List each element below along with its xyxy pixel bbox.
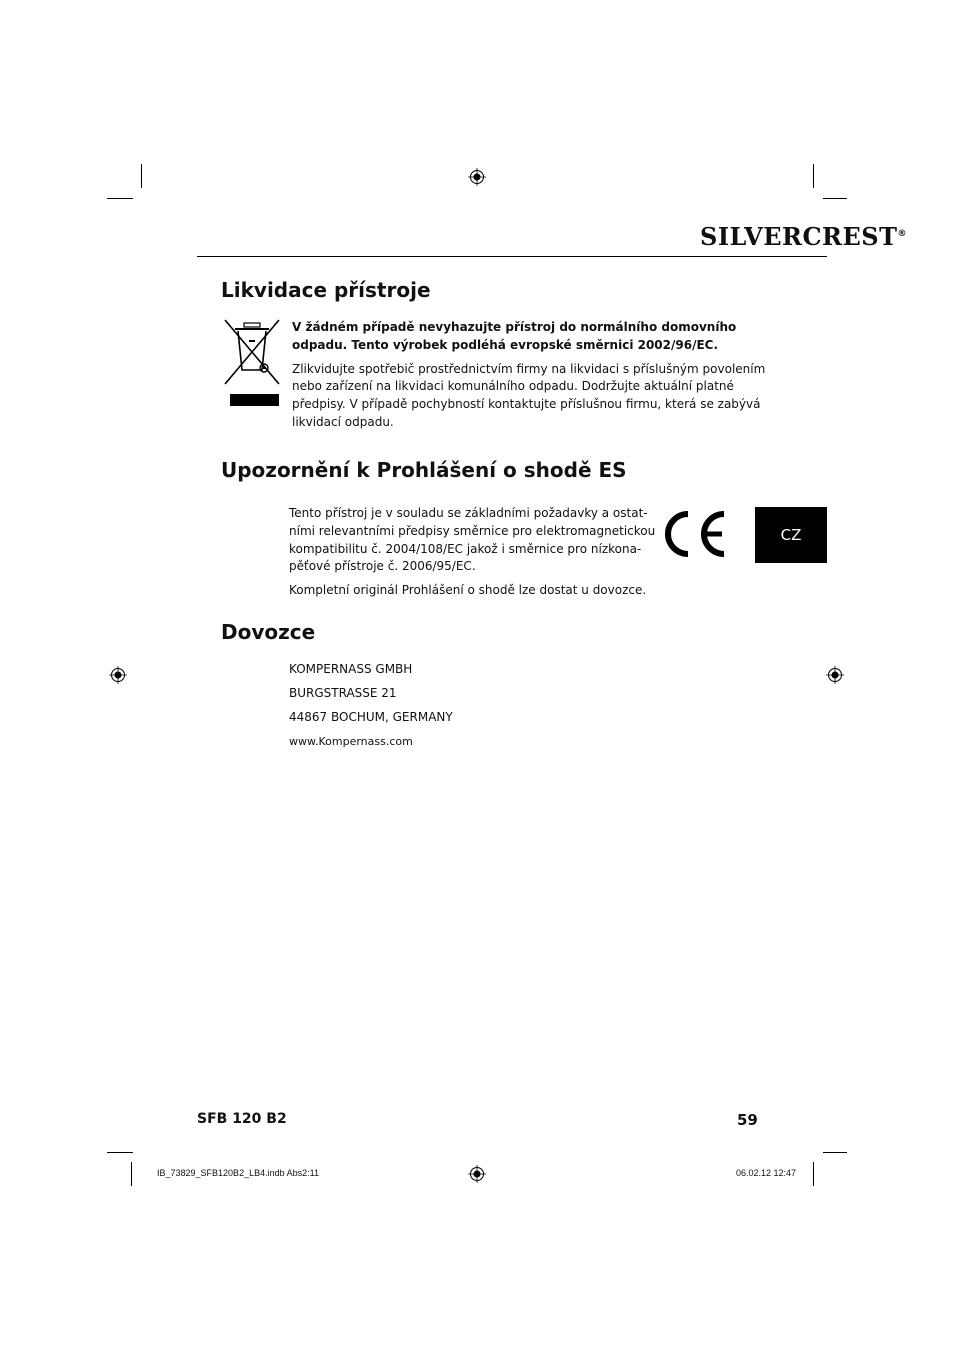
crop-mark xyxy=(141,164,142,188)
file-slug: IB_73829_SFB120B2_LB4.indb Abs2:11 xyxy=(157,1168,319,1178)
brand-logo xyxy=(700,222,907,251)
crop-mark xyxy=(107,1152,133,1153)
importer-title: Dovozce xyxy=(221,620,316,644)
disposal-body-line: předpisy. V případě pochybností kontaktujte příslušnou firmu, která se zabývá xyxy=(292,397,761,411)
header-rule xyxy=(197,256,827,257)
brand-logo-text: SILVERCREST xyxy=(700,222,898,251)
crossed-out-bin-icon xyxy=(222,318,282,408)
language-badge: CZ xyxy=(755,507,827,563)
importer-company: KOMPERNASS GMBH xyxy=(289,662,413,676)
conformity-note: Kompletní originál Prohlášení o shodě lze dostat u dovozce. xyxy=(289,583,647,597)
conformity-body-line: kompatibilitu č. 2004/108/EC jakož i směrnice pro nízkona- xyxy=(289,542,642,556)
conformity-body-line: pěťové přístroje č. 2006/95/EC. xyxy=(289,559,476,573)
disposal-body-line: nebo zařízení na likvidaci komunálního odpadu. Dodržujte aktuální platné xyxy=(292,379,734,393)
crop-mark xyxy=(131,1162,132,1186)
disposal-body-line: likvidací odpadu. xyxy=(292,415,394,429)
footer-model: SFB 120 B2 xyxy=(197,1111,287,1127)
disposal-title: Likvidace přístroje xyxy=(221,278,431,302)
crop-mark xyxy=(813,164,814,188)
conformity-body-line: Tento přístroj je v souladu se základními požadavky a ostat- xyxy=(289,506,648,520)
crop-mark xyxy=(823,198,847,199)
crop-mark xyxy=(107,198,133,199)
registration-mark-icon xyxy=(468,168,486,186)
importer-website: www.Kompernass.com xyxy=(289,735,413,748)
date-slug: 06.02.12 12:47 xyxy=(736,1168,797,1178)
disposal-warning-line: V žádném případě nevyhazujte přístroj do normálního domovního xyxy=(292,320,737,334)
crop-mark xyxy=(813,1162,814,1186)
importer-street: BURGSTRASSE 21 xyxy=(289,686,397,700)
importer-city: 44867 BOCHUM, GERMANY xyxy=(289,710,453,724)
conformity-body-line: ními relevantními předpisy směrnice pro elektromagnetickou xyxy=(289,524,656,538)
registration-mark-icon xyxy=(468,1165,486,1183)
page-number: 59 xyxy=(737,1111,758,1129)
crop-mark xyxy=(823,1152,847,1153)
disposal-body-line: Zlikvidujte spotřebič prostřednictvím firmy na likvidaci s příslušným povolením xyxy=(292,362,766,376)
registration-mark-icon xyxy=(826,666,844,684)
conformity-title: Upozornění k Prohlášení o shodě ES xyxy=(221,458,627,482)
registration-mark-icon xyxy=(109,666,127,684)
disposal-warning-line: odpadu. Tento výrobek podléhá evropské směrnici 2002/96/EC. xyxy=(292,338,719,352)
ce-mark-icon xyxy=(658,510,728,558)
registered-mark: ® xyxy=(897,229,907,239)
